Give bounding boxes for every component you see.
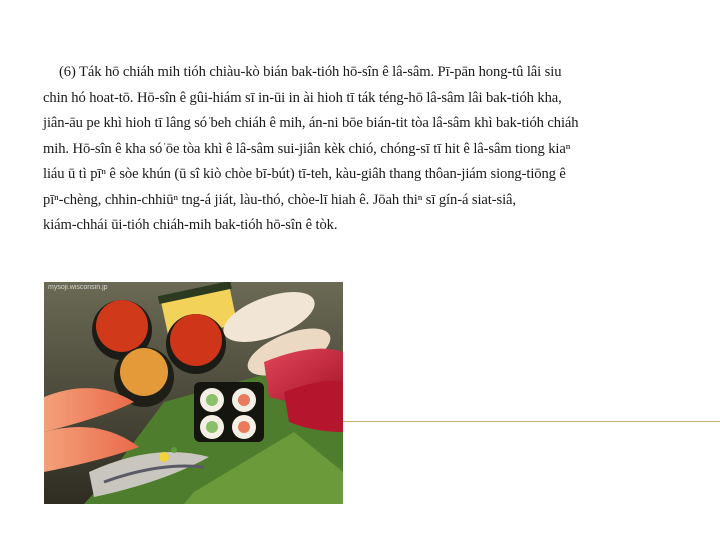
text-line: pīⁿ-chèng, chhin-chhiūⁿ tng-á jiát, làu-thó, chòe-lī hiah ê. Jōah thiⁿ sī gín-á siat-siâ,	[43, 191, 516, 208]
text-line: kiám-chhái ūi-tióh chiáh-mih bak-tióh hō-sîn ê tòk.	[43, 217, 338, 233]
photo-watermark: mysoji.wisconsin.jp	[48, 284, 108, 291]
text-line: jiân-āu pe khì hioh tī lâng só͘ beh chiáh ê mih, án-ni bōe bián-tit tòa lâ-sâm khì bak-tióh chiáh	[43, 115, 579, 131]
accent-rule	[343, 421, 720, 422]
body-paragraph	[43, 60, 691, 239]
text-line: chin hó hoat-tō. Hō-sîn ê gûi-hiám sī in-ūi in ài hioh tī ták téng-hō lâ-sâm lâi bak-tióh kha,	[43, 89, 562, 106]
text-line: mih. Hō-sîn ê kha só͘ ōe tòa khì ê lâ-sâm sui-jiân kèk chió, chóng-sī tī hit ê lâ-sâm tiong kiaⁿ	[43, 140, 571, 157]
text-line: liáu ū tì pīⁿ ê sòe khún (ū sî kiò chòe bī-bút) tī-teh, kàu-giâh thang thôan-jiám siong-tiōng ê	[43, 166, 566, 182]
text-line: (6) Ták hō chiáh mih tióh chiàu-kò bián bak-tióh hō-sîn ê lâ-sâm. Pī-pān hong-tû lâi siu	[59, 64, 562, 80]
sushi-illustration	[44, 282, 343, 504]
sushi-photo	[44, 282, 343, 504]
